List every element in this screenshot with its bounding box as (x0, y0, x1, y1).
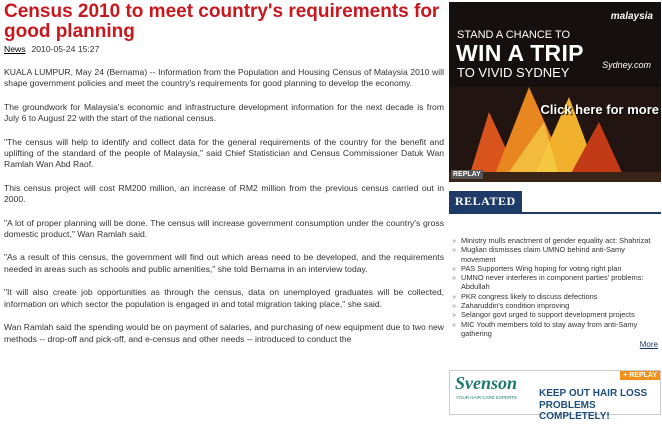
related-divider (449, 212, 661, 214)
paragraph: KUALA LUMPUR, May 24 (Bernama) -- Information from the Population and Housing Census of Malaysia 2010 will shape government policies and meet the country's requirements for good planning to develop the economy. (4, 67, 444, 89)
article-headline: Census 2010 to meet country's requirements for good planning (4, 1, 440, 42)
ad-bottom-line-2: PROBLEMS COMPLETELY! (539, 400, 610, 422)
category-link[interactable]: News (4, 44, 26, 54)
article-meta (4, 44, 444, 55)
related-item[interactable]: » MIC Youth members told to stay away from anti-Samy gathering (452, 319, 638, 338)
related-item[interactable]: » Muglian dismisses claim UMNO behind anti-Samy movement (452, 245, 625, 264)
paragraph: "The census will help to identify and collect data for the general requirements of the country for the benefit and uplifting of the standard of the people of Malaysia," said Chief Statistician and Census Commissioner Datuk Wan Ramlah Wan Abd Raof. (4, 136, 444, 170)
related-item[interactable]: » PAS Supporters Wing hoping for voting right plan (452, 263, 622, 273)
sydney-trip-ad[interactable] (449, 2, 661, 182)
related-item[interactable]: » Selangor govt urged to support development projects (452, 310, 635, 320)
svenson-tagline: YOUR HAIR CARE EXPERTS (456, 395, 517, 400)
more-link[interactable]: More (639, 340, 658, 350)
paragraph: "It will also create job opportunities as through the census, data on unemployed graduates will be collected, information on which sector the population is engaged in and total migration taking place," she said. (4, 287, 444, 309)
replay-button[interactable]: + REPLAY (620, 371, 660, 380)
ad-line-3: TO VIVID SYDNEY (457, 65, 570, 80)
ad-line-1: STAND A CHANCE TO (457, 29, 571, 41)
bullet-icon: » (452, 263, 457, 273)
bullet-icon: » (452, 291, 457, 301)
ad-bottom-line-1: KEEP OUT HAIR LOSS (539, 388, 648, 399)
article (4, 2, 444, 345)
sydney-logo: Sydney.com (602, 60, 651, 70)
paragraph: "As a result of this census, the government will find out which areas need to be developed, and the requirements needed in areas such as schools and public amenities," she told Bernama in an interview today. (4, 252, 444, 274)
related-item[interactable]: » UMNO never interferes in component parties' problems: Abdullah (452, 273, 644, 292)
bullet-icon: » (452, 319, 457, 329)
related-title: RELATED (449, 191, 522, 212)
sidebar (449, 2, 662, 349)
related-item[interactable]: » Zaharuddin's condition improving (452, 301, 570, 311)
article-date: 2010-05-24 15:27 (31, 44, 100, 54)
related-section (449, 191, 662, 349)
svenson-logo: Svenson (455, 373, 518, 393)
bullet-icon: » (452, 301, 457, 311)
related-list (449, 236, 662, 338)
malaysia-airlines-logo: malaysia (610, 11, 653, 22)
click-here-link[interactable]: Click here for more (540, 102, 659, 117)
ad-line-2: WIN A TRIP (456, 40, 584, 66)
paragraph: Wan Ramlah said the spending would be on payment of salaries, and purchasing of new equipment due to two new methods -- drop-off and pick-off, and e-census and other needs -- introduced to conduct the (4, 322, 444, 344)
paragraph: "A lot of proper planning will be done. The census will increase government consumption under the country's gross domestic product," Wan Ramlah said. (4, 217, 444, 240)
svenson-ad[interactable] (449, 370, 661, 422)
related-item[interactable]: » PKR congress likely to discuss defections (452, 291, 598, 301)
paragraph: The groundwork for Malaysia's economic and infrastructure development information for the next decade is from July 6 to August 22 with the start of the national census. (4, 101, 444, 124)
replay-button[interactable]: REPLAY (453, 171, 481, 178)
bullet-icon: » (452, 310, 457, 320)
bullet-icon: » (452, 245, 457, 255)
related-item[interactable]: » Ministry mulls enactment of gender equality act: Shahrizat (452, 236, 651, 245)
article-body (4, 67, 444, 345)
bullet-icon: » (452, 273, 457, 283)
bullet-icon: » (452, 236, 457, 245)
paragraph: This census project will cost RM200 million, an increase of RM2 million from the previous census carried out in 2000. (4, 182, 444, 205)
